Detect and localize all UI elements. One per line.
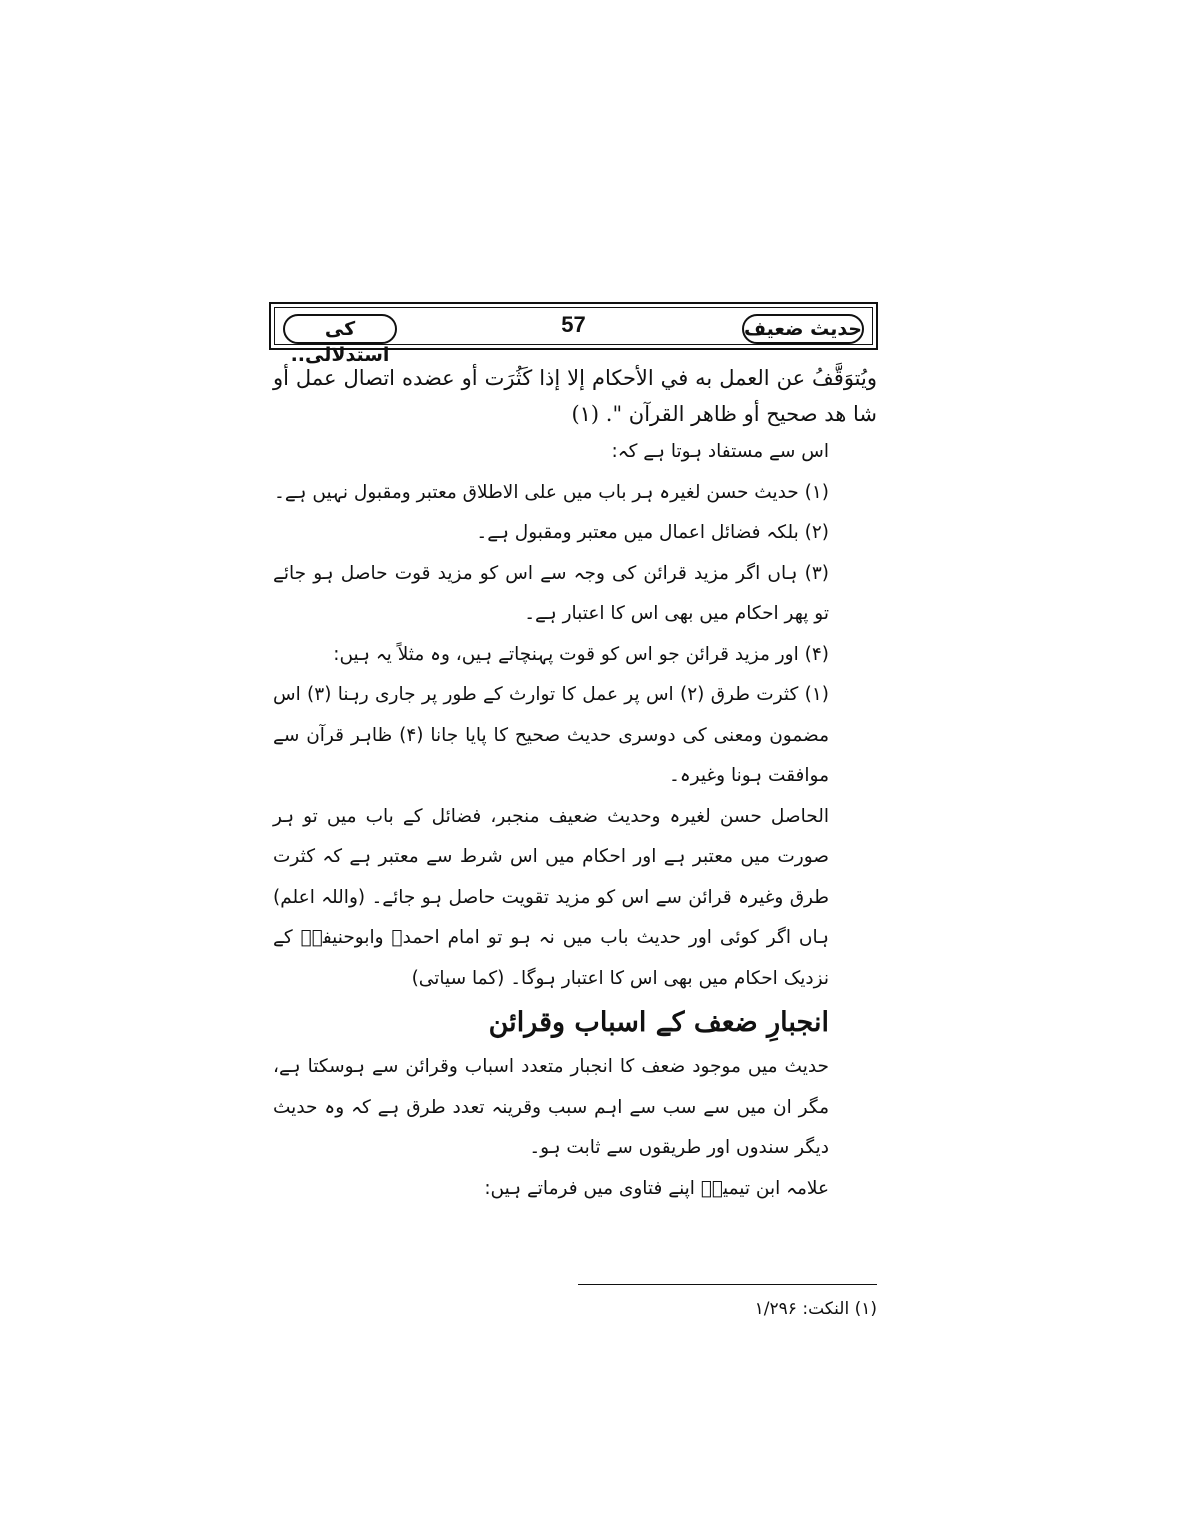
list-item: (۳) ہاں اگر مزید قرائن کی وجہ سے اس کو مزید قوت حاصل ہو جائے تو پھر احکام میں بھی اس کا اعتبار ہے۔ bbox=[273, 562, 829, 624]
footnote-divider bbox=[578, 1284, 877, 1285]
page-number: 57 bbox=[561, 312, 586, 337]
page-body bbox=[273, 360, 877, 1209]
book-title-part-1: حدیث ضعیف bbox=[742, 314, 864, 344]
paragraph: اس سے مستفاد ہوتا ہے کہ: bbox=[611, 441, 829, 462]
list-item: (۱) کثرت طرق (۲) اس پر عمل کا توارث کے طور پر جاری رہنا (۳) اس مضمون ومعنی کی دوسری حدیث صحیح کا پایا جانا (۴) ظاہر قرآن سے موافقت ہونا وغیرہ۔ bbox=[273, 684, 829, 786]
paragraph: علامہ ابن تیمیہؒ اپنے فتاوی میں فرماتے ہیں: bbox=[484, 1177, 829, 1199]
paragraph: الحاصل حسن لغیرہ وحدیث ضعیف منجبر، فضائل کے باب میں تو ہر صورت میں معتبر ہے اور احکام میں اس شرط سے معتبر ہے کہ کثرت طرق وغیرہ قرائن سے اس کو مزید تقویت حاصل ہو جائے۔ (واللہ اعلم) ہاں اگر کوئی اور حدیث باب میں نہ ہو تو امام احمدؒ وابوحنیفہؒ کے نزدیک احکام میں بھی اس کا اعتبار ہوگا۔ (کما سیاتی) bbox=[273, 805, 829, 989]
book-title-part-2: کی استدلالی.. bbox=[283, 314, 397, 344]
arabic-quote: ویُتوَقَّفُ عن العمل به في الأحکام إلا إذا کَثُرَت أو عضده اتصال عمل أو شا هد صحیح أو ظاهر القرآن ". (۱) bbox=[273, 366, 877, 426]
list-item: (۴) اور مزید قرائن جو اس کو قوت پہنچاتے ہیں، وہ مثلاً یہ ہیں: bbox=[333, 643, 829, 665]
paragraph: حدیث میں موجود ضعف کا انجبار متعدد اسباب وقرائن سے ہوسکتا ہے، مگر ان میں سے سب سے اہم سبب وقرینہ تعدد طرق ہے کہ وہ حدیث دیگر سندوں اور طریقوں سے ثابت ہو۔ bbox=[273, 1056, 829, 1158]
page-header bbox=[269, 302, 878, 366]
footnote: (۱) النکت: ۱/۲۹۶ bbox=[754, 1299, 877, 1319]
list-item: (۱) حدیث حسن لغیرہ ہر باب میں علی الاطلاق معتبر ومقبول نہیں ہے۔ bbox=[274, 481, 829, 503]
list-item: (۲) بلکہ فضائل اعمال میں معتبر ومقبول ہے۔ bbox=[476, 522, 829, 543]
section-heading: انجبارِ ضعف کے اسباب وقرائن bbox=[488, 1007, 829, 1038]
